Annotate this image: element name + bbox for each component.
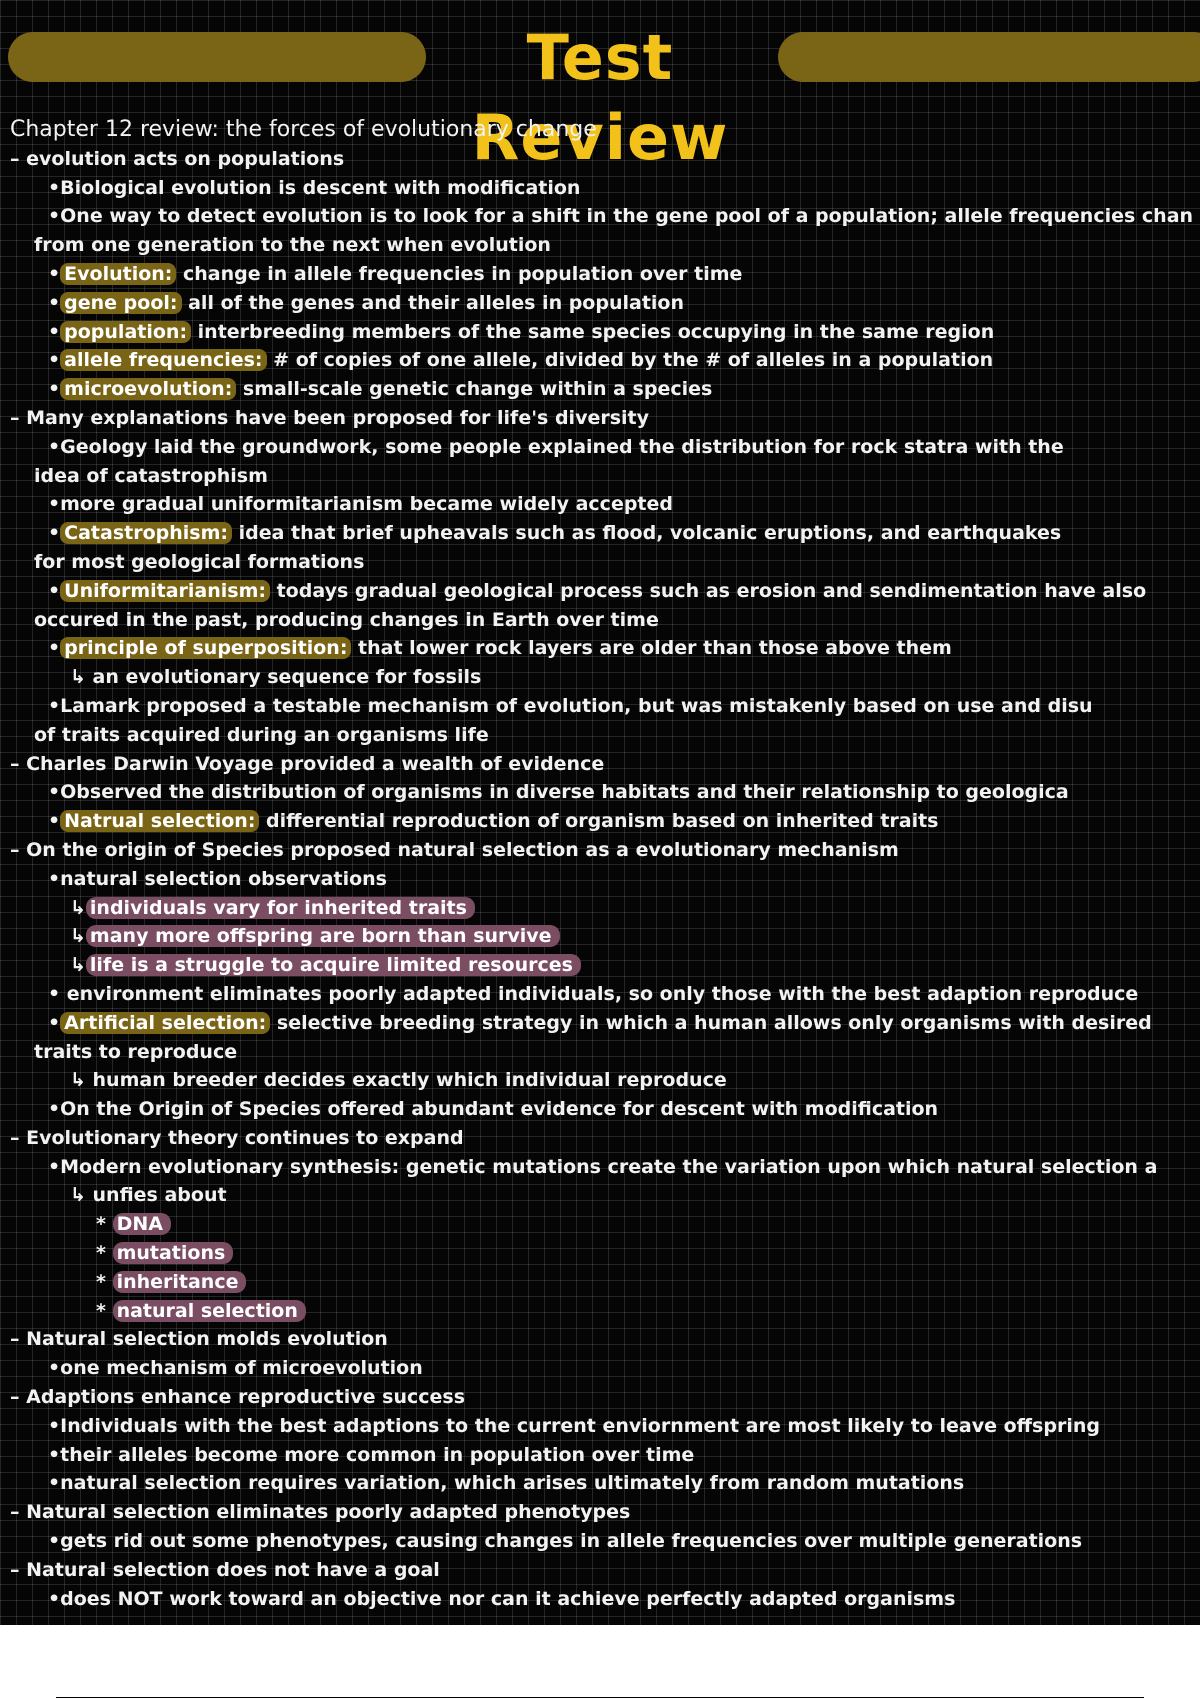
highlighted-point: individuals vary for inherited traits <box>86 897 475 919</box>
line-text: ↳ <box>70 954 86 977</box>
notes-body <box>10 116 1200 1613</box>
line-text: of traits acquired during an organisms life <box>34 723 489 746</box>
note-line <box>10 1009 1200 1038</box>
line-text: – Many explanations have been proposed for life's diversity <box>10 406 649 429</box>
highlighted-term: Evolution: <box>60 263 176 285</box>
highlighted-term: Catastrophism: <box>60 522 232 544</box>
line-text: ↳ <box>70 896 86 919</box>
line-text: • <box>48 522 61 545</box>
line-text: – Natural selection does not have a goal <box>10 1558 440 1581</box>
line-text: – Natural selection eliminates poorly adapted phenotypes <box>10 1501 631 1524</box>
bottom-rule <box>56 1697 1144 1698</box>
highlighted-term: principle of superposition: <box>60 637 351 659</box>
note-line <box>10 1153 1200 1182</box>
line-text: •one mechanism of microevolution <box>48 1357 423 1380</box>
line-text: – On the origin of Species proposed natural selection as a evolutionary mechanism <box>10 838 899 861</box>
highlighted-point: inheritance <box>113 1271 247 1293</box>
note-line <box>10 692 1200 721</box>
line-text: •natural selection requires variation, which arises ultimately from random mutations <box>48 1472 965 1495</box>
line-text: •Geology laid the groundwork, some people explained the distribution for rock statra with the <box>48 435 1064 458</box>
line-text: * <box>96 1242 113 1265</box>
term-definition: todays gradual geological process such as erosion and sendimentation have also <box>269 579 1147 602</box>
section-heading <box>10 1498 1200 1527</box>
term-definition: small-scale genetic change within a species <box>236 378 713 401</box>
note-line <box>10 1412 1200 1441</box>
line-text: • environment eliminates poorly adapted individuals, so only those with the best adaption reproduce <box>48 982 1139 1005</box>
line-text: •One way to detect evolution is to look for a shift in the gene pool of a population; allele frequencies chan <box>48 205 1194 228</box>
note-line <box>10 548 1200 577</box>
line-text: • <box>48 349 61 372</box>
section-heading <box>10 145 1200 174</box>
term-definition: interbreeding members of the same species occupying in the same region <box>191 320 995 343</box>
line-text: • <box>48 579 61 602</box>
term-definition: selective breeding strategy in which a human allows only organisms with desired <box>270 1011 1152 1034</box>
line-text: ↳ human breeder decides exactly which individual reproduce <box>70 1069 727 1092</box>
note-line <box>10 1585 1200 1614</box>
line-text: from one generation to the next when evolution <box>34 234 551 257</box>
line-text: • <box>48 637 61 660</box>
highlighted-point: life is a struggle to acquire limited resources <box>86 954 581 976</box>
line-text: – Adaptions enhance reproductive success <box>10 1386 466 1409</box>
line-text: traits to reproduce <box>34 1040 238 1063</box>
term-definition: all of the genes and their alleles in population <box>181 291 684 314</box>
line-text: •Observed the distribution of organisms in diverse habitats and their relationship to geologica <box>48 781 1069 804</box>
note-line <box>10 894 1200 923</box>
highlighted-point: DNA <box>113 1213 171 1235</box>
term-definition: idea that brief upheavals such as flood, volcanic eruptions, and earthquakes <box>232 522 1062 545</box>
term-definition: change in allele frequencies in population over time <box>176 262 743 285</box>
term-definition: # of copies of one allele, divided by the # of alleles in a population <box>266 349 994 372</box>
note-line <box>10 174 1200 203</box>
line-text: •more gradual uniformitarianism became widely accepted <box>48 493 674 516</box>
note-line <box>10 663 1200 692</box>
note-line <box>10 202 1200 231</box>
note-line <box>10 519 1200 548</box>
note-line <box>10 346 1200 375</box>
section-heading <box>10 1325 1200 1354</box>
line-text: •Biological evolution is descent with modification <box>48 176 581 199</box>
line-text: • <box>48 291 61 314</box>
note-line <box>10 807 1200 836</box>
highlighted-point: mutations <box>113 1242 234 1264</box>
note-line <box>10 1239 1200 1268</box>
note-line <box>10 922 1200 951</box>
note-line <box>10 1441 1200 1470</box>
highlighted-term: Artificial selection: <box>60 1012 270 1034</box>
highlighted-term: allele frequencies: <box>60 349 266 371</box>
note-line <box>10 1268 1200 1297</box>
highlighted-term: gene pool: <box>60 292 181 314</box>
line-text: ↳ <box>70 925 86 948</box>
term-definition: differential reproduction of organism based on inherited traits <box>259 810 939 833</box>
note-line <box>10 1181 1200 1210</box>
line-text: for most geological formations <box>34 550 365 573</box>
line-text: •Modern evolutionary synthesis: genetic mutations create the variation upon which natural selection a <box>48 1155 1158 1178</box>
line-text: •gets rid out some phenotypes, causing changes in allele frequencies over multiple generations <box>48 1530 1083 1553</box>
section-heading <box>10 836 1200 865</box>
chapter-heading: Chapter 12 review: the forces of evolutionary change <box>10 117 597 142</box>
highlighted-term: microevolution: <box>60 378 236 400</box>
line-text: •On the Origin of Species offered abundant evidence for descent with modification <box>48 1098 939 1121</box>
line-text: •natural selection observations <box>48 867 387 890</box>
note-line <box>10 318 1200 347</box>
line-text: – Natural selection molds evolution <box>10 1328 388 1351</box>
section-heading <box>10 1124 1200 1153</box>
line-text: occured in the past, producing changes in Earth over time <box>34 608 659 631</box>
note-line <box>10 1297 1200 1326</box>
section-heading <box>10 1556 1200 1585</box>
highlighted-term: Uniformitarianism: <box>60 580 270 602</box>
highlighted-point: many more offspring are born than survive <box>86 925 560 947</box>
note-line <box>10 1527 1200 1556</box>
line-text: •Individuals with the best adaptions to the current enviornment are most likely to leave offspring <box>48 1414 1100 1437</box>
note-line <box>10 490 1200 519</box>
line-text: • <box>48 810 61 833</box>
note-line <box>10 778 1200 807</box>
highlighted-point: natural selection <box>113 1300 306 1322</box>
highlighted-term: Natrual selection: <box>60 810 259 832</box>
title-bar-left <box>8 32 426 82</box>
note-line <box>10 606 1200 635</box>
section-heading <box>10 1383 1200 1412</box>
line-text: * <box>96 1299 113 1322</box>
line-text: •Lamark proposed a testable mechanism of evolution, but was mistakenly based on use and disu <box>48 694 1093 717</box>
note-line <box>10 1038 1200 1067</box>
note-line <box>10 231 1200 260</box>
term-definition: that lower rock layers are older than those above them <box>351 637 952 660</box>
note-line <box>10 1469 1200 1498</box>
section-heading <box>10 750 1200 779</box>
line-text: * <box>96 1270 113 1293</box>
note-line <box>10 433 1200 462</box>
note-line <box>10 951 1200 980</box>
note-line <box>10 980 1200 1009</box>
line-text: • <box>48 262 61 285</box>
line-text: • <box>48 378 61 401</box>
note-line <box>10 577 1200 606</box>
note-line <box>10 375 1200 404</box>
line-text: • <box>48 320 61 343</box>
note-line <box>10 462 1200 491</box>
title-bar-right <box>778 32 1200 82</box>
line-text: – Evolutionary theory continues to expand <box>10 1126 464 1149</box>
highlighted-term: population: <box>60 321 191 343</box>
line-text: – evolution acts on populations <box>10 147 345 170</box>
note-line <box>10 865 1200 894</box>
note-line <box>10 721 1200 750</box>
line-text: • <box>48 1011 61 1034</box>
note-line <box>10 289 1200 318</box>
line-text: •their alleles become more common in population over time <box>48 1443 695 1466</box>
line-text: ↳ unfies about <box>70 1184 227 1207</box>
line-text: idea of catastrophism <box>34 464 268 487</box>
page-title: Test Review <box>471 21 729 174</box>
line-text: ↳ an evolutionary sequence for fossils <box>70 666 482 689</box>
note-line <box>10 1095 1200 1124</box>
note-line <box>10 260 1200 289</box>
section-heading <box>10 404 1200 433</box>
note-line <box>10 1210 1200 1239</box>
line-text: – Charles Darwin Voyage provided a wealth of evidence <box>10 752 605 775</box>
note-line <box>10 1066 1200 1095</box>
line-text: * <box>96 1213 113 1236</box>
note-line <box>10 1354 1200 1383</box>
line-text: •does NOT work toward an objective nor can it achieve perfectly adapted organisms <box>48 1587 956 1610</box>
note-line <box>10 634 1200 663</box>
